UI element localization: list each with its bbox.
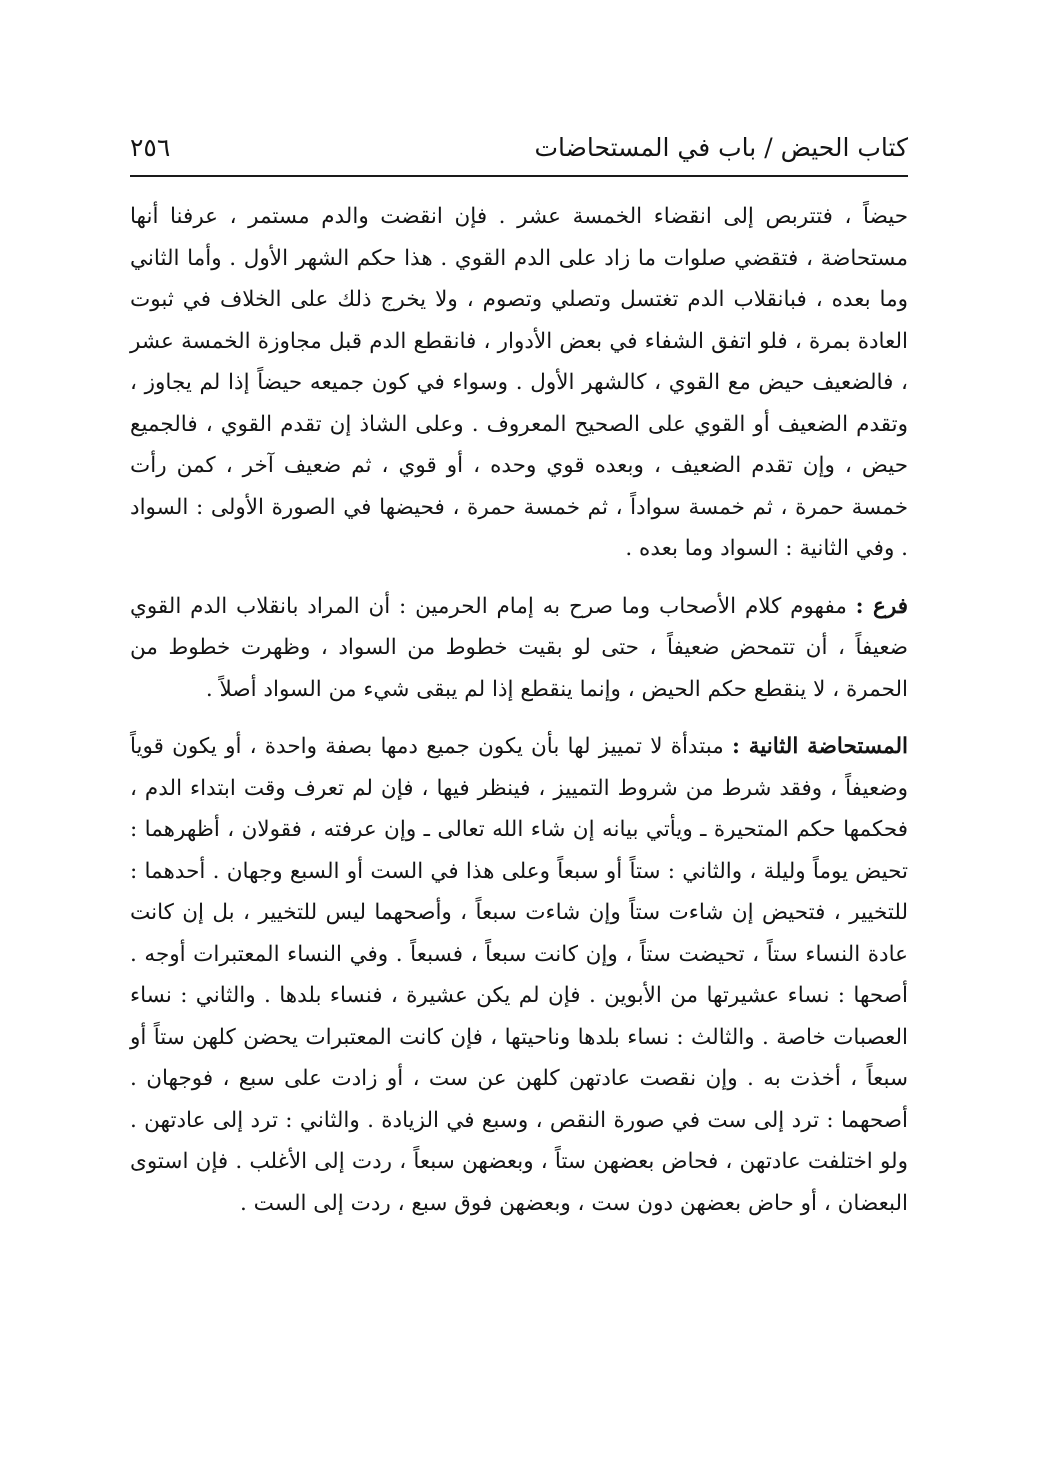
header-title: كتاب الحيض / باب في المستحاضات [534,133,908,162]
page-number: ٢٥٦ [130,133,171,162]
running-header [130,128,908,168]
paragraph-1 [130,196,908,570]
paragraph-2-heading: فرع : [855,593,908,619]
paragraph-2 [130,586,908,711]
paragraph-3-heading: المستحاضة الثانية : [731,734,908,759]
body-text [130,196,908,1224]
paragraph-2-text: مفهوم كلام الأصحاب وما صرح به إمام الحرمين : أن المراد بانقلاب الدم القوي ضعيفاً ، أن تتمحض ضعيفاً ، حتى لو بقيت خطوط من السواد ، وظهرت خطوط من الحمرة ، لا ينقطع حكم الحيض ، وإنما ينقطع إذا لم يبقى شيء من السواد أصلاً . [130,593,908,702]
paragraph-1-text: حيضاً ، فتتربص إلى انقضاء الخمسة عشر . فإن انقضت والدم مستمر ، عرفنا أنها مستحاضة ، فتقضي صلوات ما زاد على الدم القوي . هذا حكم الشهر الأول . وأما الثاني وما بعده ، فبانقلاب الدم تغتسل وتصلي وتصوم ، ولا يخرج ذلك على الخلاف في ثبوت العادة بمرة ، فلو اتفق الشفاء في بعض الأدوار ، فانقطع الدم قبل مجاوزة الخمسة عشر ، فالضعيف حيض مع القوي ، كالشهر الأول . وسواء في كون جميعه حيضاً إذا لم يجاوز ، وتقدم الضعيف أو القوي على الصحيح المعروف . وعلى الشاذ إن تقدم القوي ، فالجميع حيض ، وإن تقدم الضعيف ، وبعده قوي وحده ، أو قوي ، ثم ضعيف آخر ، كمن رأت خمسة حمرة ، ثم خمسة سواداً ، ثم خمسة حمرة ، فحيضها في الصورة الأولى : السواد . وفي الثانية : السواد وما بعده . [130,204,908,561]
paragraph-3 [130,726,908,1224]
paragraph-3-text: مبتدأة لا تمييز لها بأن يكون جميع دمها بصفة واحدة ، أو يكون قوياً وضعيفاً ، وفقد شرط من شروط التمييز ، فينظر فيها ، فإن لم تعرف وقت ابتداء الدم ، فحكمها حكم المتحيرة ـ ويأتي بيانه إن شاء الله تعالى ـ وإن عرفته ، فقولان ، أظهرهما : تحيض يوماً وليلة ، والثاني : ستاً أو سبعاً وعلى هذا في الست أو السبع وجهان . أحدهما : للتخيير ، فتحيض إن شاءت ستاً وإن شاءت سبعاً ، وأصحهما ليس للتخيير ، بل إن كانت عادة النساء ستاً ، تحيضت ستاً ، وإن كانت سبعاً ، فسبعاً . وفي النساء المعتبرات أوجه . أصحها : نساء عشيرتها من الأبوين . فإن لم يكن عشيرة ، فنساء بلدها . والثاني : نساء العصبات خاصة . والثالث : نساء بلدها وناحيتها ، فإن كانت المعتبرات يحضن كلهن ستاً أو سبعاً ، أخذت به . وإن نقصت عادتهن كلهن عن ست ، أو زادت على سبع ، فوجهان . أصحهما : ترد إلى ست في صورة النقص ، وسبع في الزيادة . والثاني : ترد إلى عادتهن . ولو اختلفت عادتهن ، فحاض بعضهن ستاً ، وبعضهن سبعاً ، ردت إلى الأغلب . فإن استوى البعضان ، أو حاض بعضهن دون ست ، وبعضهن فوق سبع ، ردت إلى الست . [130,734,908,1216]
header-divider [130,175,908,177]
